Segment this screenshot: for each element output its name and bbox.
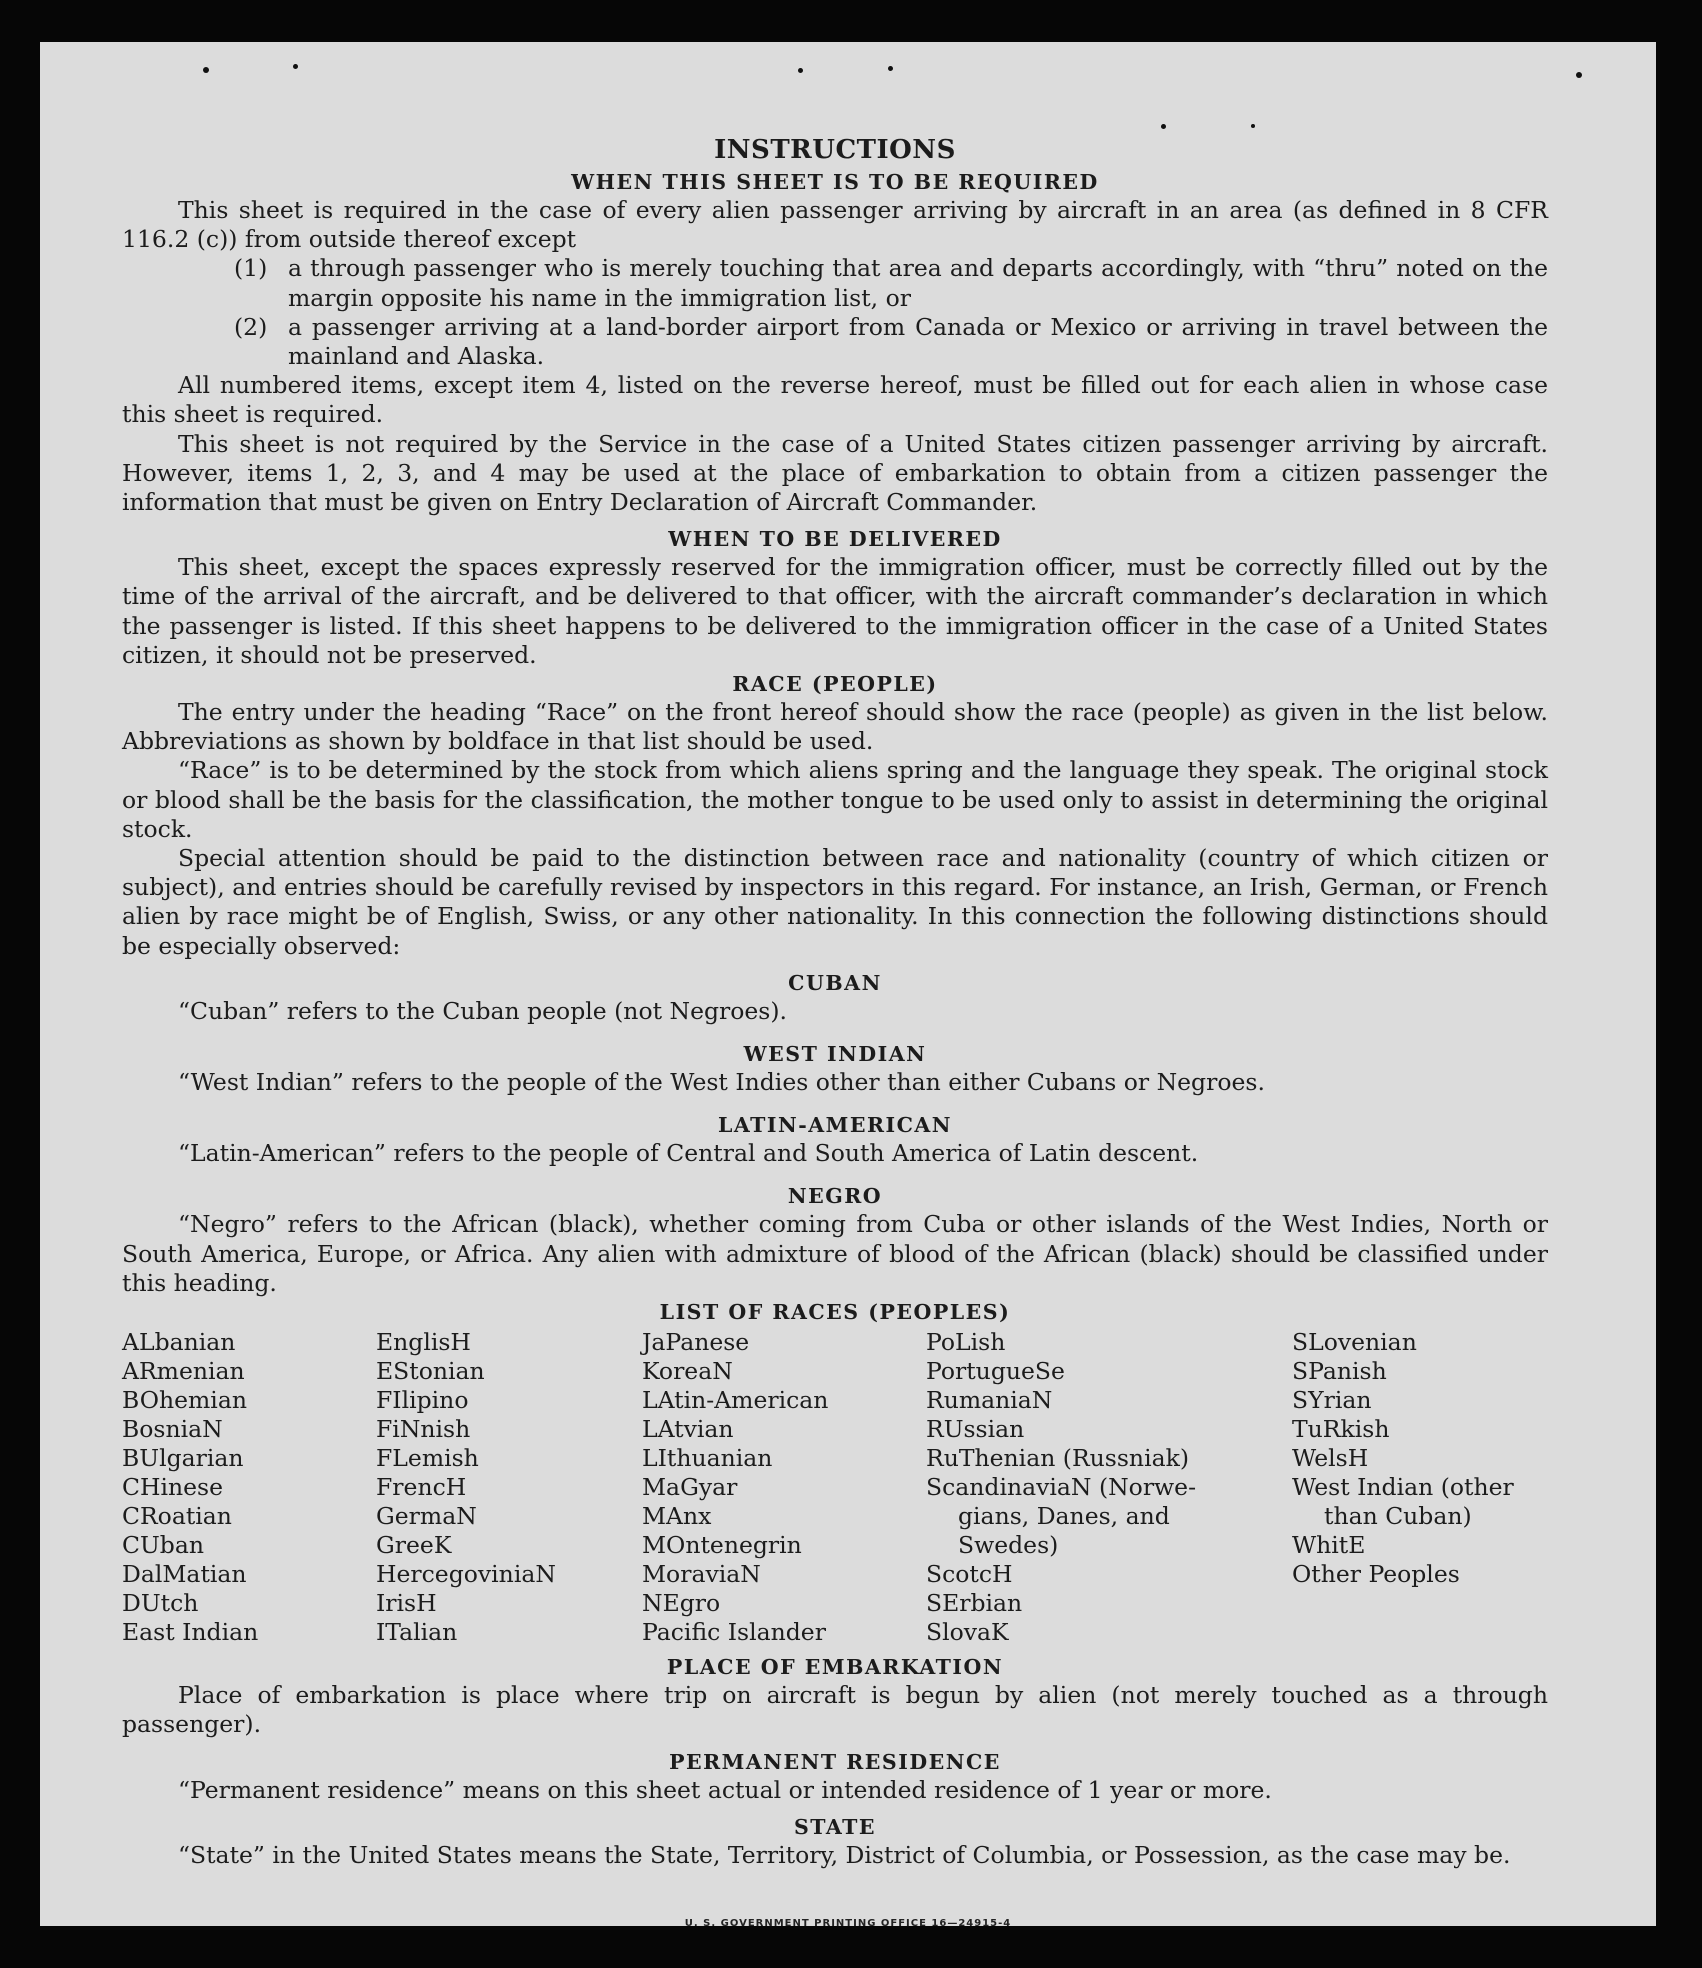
heading-latin-american: LATIN-AMERICAN [717, 1113, 953, 1138]
race-entry: East Indian [122, 1618, 259, 1647]
race-entry: LIthuanian [642, 1444, 773, 1473]
race-entry: gians, Danes, and [958, 1502, 1170, 1531]
race-entry: than Cuban) [1324, 1502, 1472, 1531]
race-entry: FLemish [376, 1444, 479, 1473]
race-entry: TuRkish [1292, 1415, 1390, 1444]
race-entry: FIlipino [376, 1386, 469, 1415]
race-entry: EStonian [376, 1357, 485, 1386]
race-entry: BosniaN [122, 1415, 223, 1444]
races-column-4 [926, 1328, 1292, 1647]
race-entry: ScotcH [926, 1560, 1013, 1589]
race-entry: SlovaK [926, 1618, 1009, 1647]
race-entry: ITalian [376, 1618, 458, 1647]
west-indian-definition: “West Indian” refers to the people of the West Indies other than either Cubans or Negroes. [178, 1068, 1265, 1097]
heading-race: RACE (PEOPLE) [732, 672, 938, 697]
race-paragraph-3: Special attention should be paid to the distinction between race and nationality (country of which citizen or subject), and entries should be carefully revised by inspectors in this regard. For instance, an Irish, German, or French alien by race might be of English, Swiss, or any other nationality. In this connection the following distinctions should be especially observed: [122, 844, 1548, 960]
race-entry: SLovenian [1292, 1328, 1417, 1357]
race-entry: CHinese [122, 1473, 223, 1502]
exception-item-1 [234, 254, 1548, 312]
scan-speck [293, 64, 298, 69]
exception-item-2 [234, 313, 1548, 371]
latin-american-definition: “Latin-American” refers to the people of Central and South America of Latin descent. [178, 1139, 1199, 1168]
race-entry: RuThenian (Russniak) [926, 1444, 1189, 1473]
race-entry: MOntenegrin [642, 1531, 802, 1560]
race-entry: Pacific Islander [642, 1618, 826, 1647]
race-entry: LAtin-American [642, 1386, 829, 1415]
cuban-definition: “Cuban” refers to the Cuban people (not Negroes). [178, 996, 788, 1025]
heading-permanent-residence: PERMANENT RESIDENCE [669, 1749, 1001, 1774]
races-column-2 [376, 1328, 642, 1647]
race-entry: IrisH [376, 1589, 437, 1618]
race-entry: FrencH [376, 1473, 467, 1502]
race-entry: GermaN [376, 1502, 477, 1531]
numbered-items-paragraph: All numbered items, except item 4, listed on the reverse hereof, must be filled out for each alien in whose case this sheet is required. [122, 371, 1548, 429]
race-entry: GreeK [376, 1531, 452, 1560]
race-entry: DalMatian [122, 1560, 247, 1589]
heading-races-list: LIST OF RACES (PEOPLES) [659, 1300, 1011, 1325]
document-sheet [40, 42, 1656, 1929]
race-entry: RUssian [926, 1415, 1025, 1444]
when-required-intro: This sheet is required in the case of every alien passenger arriving by aircraft in an area (as defined in 8 CFR 116.2 (c)) from outside thereof except [122, 196, 1548, 254]
scan-speck [888, 66, 893, 71]
race-entry: WelsH [1292, 1444, 1369, 1473]
heading-state: STATE [793, 1814, 877, 1839]
race-entry: LAtvian [642, 1415, 734, 1444]
race-entry: RumaniaN [926, 1386, 1053, 1415]
races-list [122, 1328, 1548, 1647]
state-definition: “State” in the United States means the State, Territory, District of Columbia, or Possession, as the case may be. [178, 1840, 1511, 1869]
scan-speck [1161, 124, 1166, 129]
exception-number: (1) [234, 254, 268, 283]
race-entry: WhitE [1292, 1531, 1366, 1560]
race-entry: PortugueSe [926, 1357, 1065, 1386]
races-column-3 [642, 1328, 926, 1647]
race-entry: PoLish [926, 1328, 1006, 1357]
race-entry: ARmenian [122, 1357, 245, 1386]
race-entry: Swedes) [958, 1531, 1059, 1560]
race-entry: MoraviaN [642, 1560, 761, 1589]
race-paragraph-1: The entry under the heading “Race” on the front hereof should show the race (people) as given in the list below. Abbreviations as shown by boldface in that list should be used. [122, 698, 1548, 756]
race-entry: DUtch [122, 1589, 199, 1618]
exception-number: (2) [234, 312, 268, 341]
exception-text: a passenger arriving at a land-border airport from Canada or Mexico or arriving in travel between the mainland and Alaska. [288, 312, 1548, 371]
race-entry: BUlgarian [122, 1444, 244, 1473]
heading-when-delivered: WHEN TO BE DELIVERED [668, 527, 1002, 552]
heading-embarkation: PLACE OF EMBARKATION [666, 1655, 1004, 1680]
race-entry: ScandinaviaN (Norwe- [926, 1473, 1197, 1502]
scan-speck [203, 67, 209, 73]
scan-speck [1251, 124, 1255, 128]
instructions-content [122, 132, 1548, 1870]
heading-when-required: WHEN THIS SHEET IS TO BE REQUIRED [571, 170, 1099, 194]
race-entry: SYrian [1292, 1386, 1372, 1415]
race-entry: NEgro [642, 1589, 721, 1618]
citizen-paragraph: This sheet is not required by the Service in the case of a United States citizen passenger arriving by aircraft. However, items 1, 2, 3, and 4 may be used at the place of embarkation to obtain from a citizen passenger the information that must be given on Entry Declaration of Aircraft Commander. [122, 429, 1548, 517]
race-entry: Other Peoples [1292, 1560, 1460, 1589]
race-entry: FiNnish [376, 1415, 471, 1444]
race-entry: HercegoviniaN [376, 1560, 556, 1589]
scan-speck [798, 68, 803, 73]
printing-office-footer: U. S. GOVERNMENT PRINTING OFFICE 16—24915-4 [684, 1918, 1012, 1929]
race-entry: BOhemian [122, 1386, 247, 1415]
race-paragraph-2: “Race” is to be determined by the stock from which aliens spring and the language they speak. The original stock or blood shall be the basis for the classification, the mother tongue to be used only to assist in determining the original stock. [122, 756, 1548, 843]
race-entry: West Indian (other [1292, 1473, 1514, 1502]
race-entry: SErbian [926, 1589, 1023, 1618]
race-entry: EnglisH [376, 1328, 471, 1357]
page-title: INSTRUCTIONS [714, 135, 956, 165]
negro-definition: “Negro” refers to the African (black), whether coming from Cuba or other islands of the West Indies, North or South America, Europe, or Africa. Any alien with admixture of blood of the African (black) should be classified under this heading. [122, 1210, 1548, 1297]
race-entry: ALbanian [122, 1328, 236, 1357]
exception-text: a through passenger who is merely touching that area and departs accordingly, with “thru” noted on the margin opposite his name in the immigration list, or [288, 254, 1548, 312]
race-entry: SPanish [1292, 1357, 1387, 1386]
race-entry: CRoatian [122, 1502, 232, 1531]
race-entry: MaGyar [642, 1473, 738, 1502]
races-column-1 [122, 1328, 376, 1647]
heading-cuban: CUBAN [788, 970, 882, 995]
embarkation-definition: Place of embarkation is place where trip on aircraft is begun by alien (not merely touched as a through passenger). [122, 1681, 1548, 1739]
when-delivered-text: This sheet, except the spaces expressly reserved for the immigration officer, must be correctly filled out by the time of the arrival of the aircraft, and be delivered to that officer, with the aircraft commander’s declaration in which the passenger is listed. If this sheet happens to be delivered to the immigration officer in the case of a United States citizen, it should not be preserved. [122, 553, 1548, 669]
race-entry: MAnx [642, 1502, 712, 1531]
heading-negro: NEGRO [787, 1184, 883, 1209]
race-entry: JaPanese [642, 1328, 750, 1357]
race-entry: KoreaN [642, 1357, 733, 1386]
races-column-5 [1292, 1328, 1548, 1647]
race-entry: CUban [122, 1531, 204, 1560]
scan-speck [1576, 72, 1582, 78]
residence-definition: “Permanent residence” means on this sheet actual or intended residence of 1 year or more. [178, 1775, 1272, 1804]
heading-west-indian: WEST INDIAN [743, 1042, 927, 1067]
